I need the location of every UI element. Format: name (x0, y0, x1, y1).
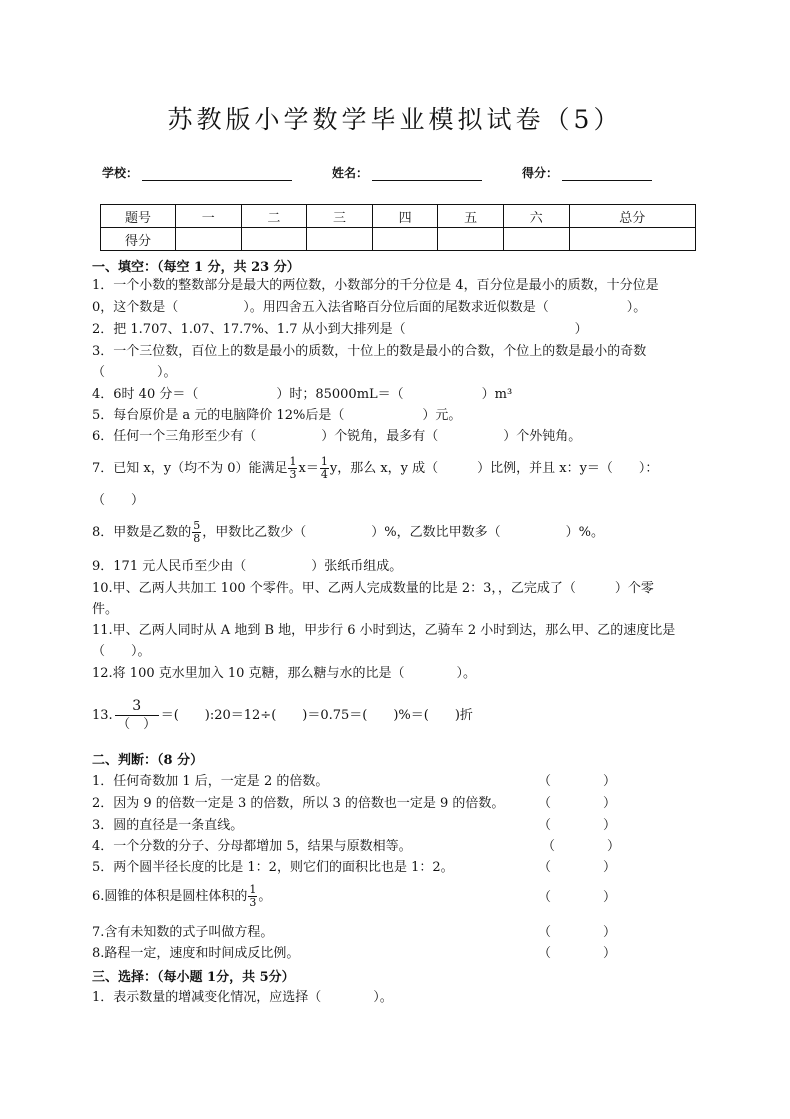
school-blank[interactable] (142, 166, 292, 181)
judge-item-8: 8.路程一定，速度和时间成反比例。 (92, 946, 300, 961)
question-6: 6．任何一个三角形至少有（ ）个锐角，最多有（ ）个外钝角。 (92, 429, 582, 444)
school-field (102, 164, 292, 181)
header-cell: 四 (372, 205, 438, 228)
section1-title: 一、填空：（每空 1 分，共 23 分） (92, 260, 300, 275)
score-cell[interactable] (307, 228, 373, 251)
fraction-one-third (288, 456, 297, 481)
score-cell[interactable] (503, 228, 569, 251)
question-7-y: y (329, 461, 338, 476)
section3-title: 三、选择：（每小题 1分，共 5分） (92, 970, 295, 985)
judge-item-4: 4．一个分数的分子、分母都增加 5，结果与原数相等。 (92, 839, 412, 854)
name-field (332, 164, 482, 181)
question-8 (92, 520, 712, 545)
question-10-line1: 10.甲、乙两人共加工 100 个零件。甲、乙两人完成数量的比是 2：3，，乙完成了（ ）个零 (92, 581, 654, 596)
fraction-denominator: 4 (320, 468, 328, 481)
question-7-x: x＝ (298, 461, 319, 476)
choice-question-1: 1．表示数量的增减变化情况，应选择（ ）。 (92, 990, 393, 1005)
header-cell: 题号 (101, 205, 176, 228)
question-12: 12.将 100 克水里加入 10 克糖，那么糖与水的比是（ ）。 (92, 666, 477, 681)
answer-paren-2[interactable]: （ ） (538, 796, 617, 811)
score-field (522, 164, 652, 181)
question-2: 2．把 1.707、1.07、17.7%、1.7 从小到大排列是（ ） (92, 322, 588, 337)
question-10-line2: 件。 (92, 602, 119, 617)
header-cell: 二 (241, 205, 307, 228)
score-table-score-row (101, 228, 696, 251)
question-7-line2: （ ） (92, 493, 145, 508)
score-label: 得分： (522, 166, 559, 180)
judge-item-2: 2．因为 9 的倍数一定是 3 的倍数，所以 3 的倍数也一定是 9 的倍数。 (92, 796, 505, 811)
question-1-line1: 1．一个小数的整数部分是最大的两位数，小数部分的千分位是 4，百分位是最小的质数，十分位是 (92, 278, 659, 293)
question-11-line2: （ ）。 (92, 644, 151, 659)
answer-paren-4[interactable]: （ ） (542, 839, 621, 854)
question-5: 5．每台原价是 a 元的电脑降价 12%后是（ ）元。 (92, 408, 462, 423)
judge-item-6-prefix: 6.圆锥的体积是圆柱体积的 (92, 889, 248, 904)
answer-paren-7[interactable]: （ ） (538, 925, 617, 940)
answer-paren-5[interactable]: （ ） (538, 860, 617, 875)
question-11-line1: 11.甲、乙两人同时从 A 地到 B 地，甲步行 6 小时到达，乙骑车 2 小时到达，那么甲、乙的速度比是 (92, 623, 676, 638)
answer-paren-1[interactable]: （ ） (538, 774, 617, 789)
section2-title: 二、判断：（8 分） (92, 753, 204, 768)
fraction-numerator: 5 (193, 519, 201, 532)
score-cell[interactable] (241, 228, 307, 251)
fraction-denominator-blank[interactable]: （ ） (117, 717, 157, 732)
answer-paren-6[interactable]: （ ） (538, 890, 617, 905)
fraction-numerator: 1 (249, 883, 257, 896)
name-blank[interactable] (372, 166, 482, 181)
fraction-three-over-blank (115, 697, 159, 734)
question-13-suffix: ＝( ):20＝12÷( )＝0.75＝( )%＝( )折 (160, 708, 473, 723)
question-13 (92, 697, 712, 734)
question-13-prefix: 13. (92, 708, 113, 723)
fraction-one-third (248, 884, 257, 909)
fraction-one-fourth (320, 456, 329, 481)
score-cell[interactable] (176, 228, 242, 251)
judge-item-5: 5．两个圆半径长度的比是 1：2，则它们的面积比也是 1：2。 (92, 860, 454, 875)
question-3-line2: （ ）。 (92, 365, 177, 380)
header-cell: 一 (176, 205, 242, 228)
fraction-five-eighths (192, 520, 201, 545)
question-7-prefix: 7．已知 x，y（均不为 0）能满足 (92, 461, 288, 476)
question-8-prefix: 8．甲数是乙数的 (92, 525, 192, 540)
question-4: 4．6时 40 分＝（ ）时；85000mL＝（ ）m³ (92, 387, 513, 402)
header-cell: 六 (503, 205, 569, 228)
question-7-suffix: ，那么 x，y 成（ ）比例，并且 x：y＝（ ）： (337, 461, 659, 476)
answer-paren-3[interactable]: （ ） (538, 818, 617, 833)
page-title: 苏教版小学数学毕业模拟试卷（5） (167, 105, 623, 134)
question-1-line2: 0，这个数是（ ）。用四舍五入法省略百分位后面的尾数求近似数是（ ）。 (92, 300, 647, 315)
fraction-denominator: 3 (249, 896, 257, 909)
answer-paren-8[interactable]: （ ） (538, 946, 617, 961)
fraction-denominator: 3 (289, 468, 297, 481)
name-label: 姓名： (332, 166, 369, 180)
judge-item-1: 1．任何奇数加 1 后，一定是 2 的倍数。 (92, 774, 329, 789)
fraction-denominator: 8 (193, 532, 201, 545)
judge-item-6-suffix: 。 (258, 889, 272, 904)
question-3-line1: 3．一个三位数，百位上的数是最小的质数，十位上的数是最小的合数，个位上的数是最小的奇数 (92, 344, 647, 359)
judge-item-7: 7.含有未知数的式子叫做方程。 (92, 925, 274, 940)
question-9: 9．171 元人民币至少由（ ）张纸币组成。 (92, 559, 403, 574)
fraction-numerator: 3 (115, 697, 159, 716)
score-table-header-row (101, 205, 696, 228)
header-cell: 五 (438, 205, 504, 228)
score-cell[interactable] (372, 228, 438, 251)
score-cell[interactable] (569, 228, 695, 251)
score-blank[interactable] (562, 166, 652, 181)
score-table (100, 204, 696, 251)
header-cell: 三 (307, 205, 373, 228)
score-cell[interactable] (438, 228, 504, 251)
judge-item-3: 3．圆的直径是一条直线。 (92, 818, 244, 833)
question-7-line1 (92, 456, 712, 481)
school-label: 学校： (102, 166, 139, 180)
header-cell: 总分 (569, 205, 695, 228)
row-label: 得分 (101, 228, 176, 251)
fraction-numerator: 1 (320, 455, 328, 468)
question-8-suffix: ，甲数比乙数少（ ）%，乙数比甲数多（ ）%。 (202, 525, 604, 540)
fraction-numerator: 1 (289, 455, 297, 468)
